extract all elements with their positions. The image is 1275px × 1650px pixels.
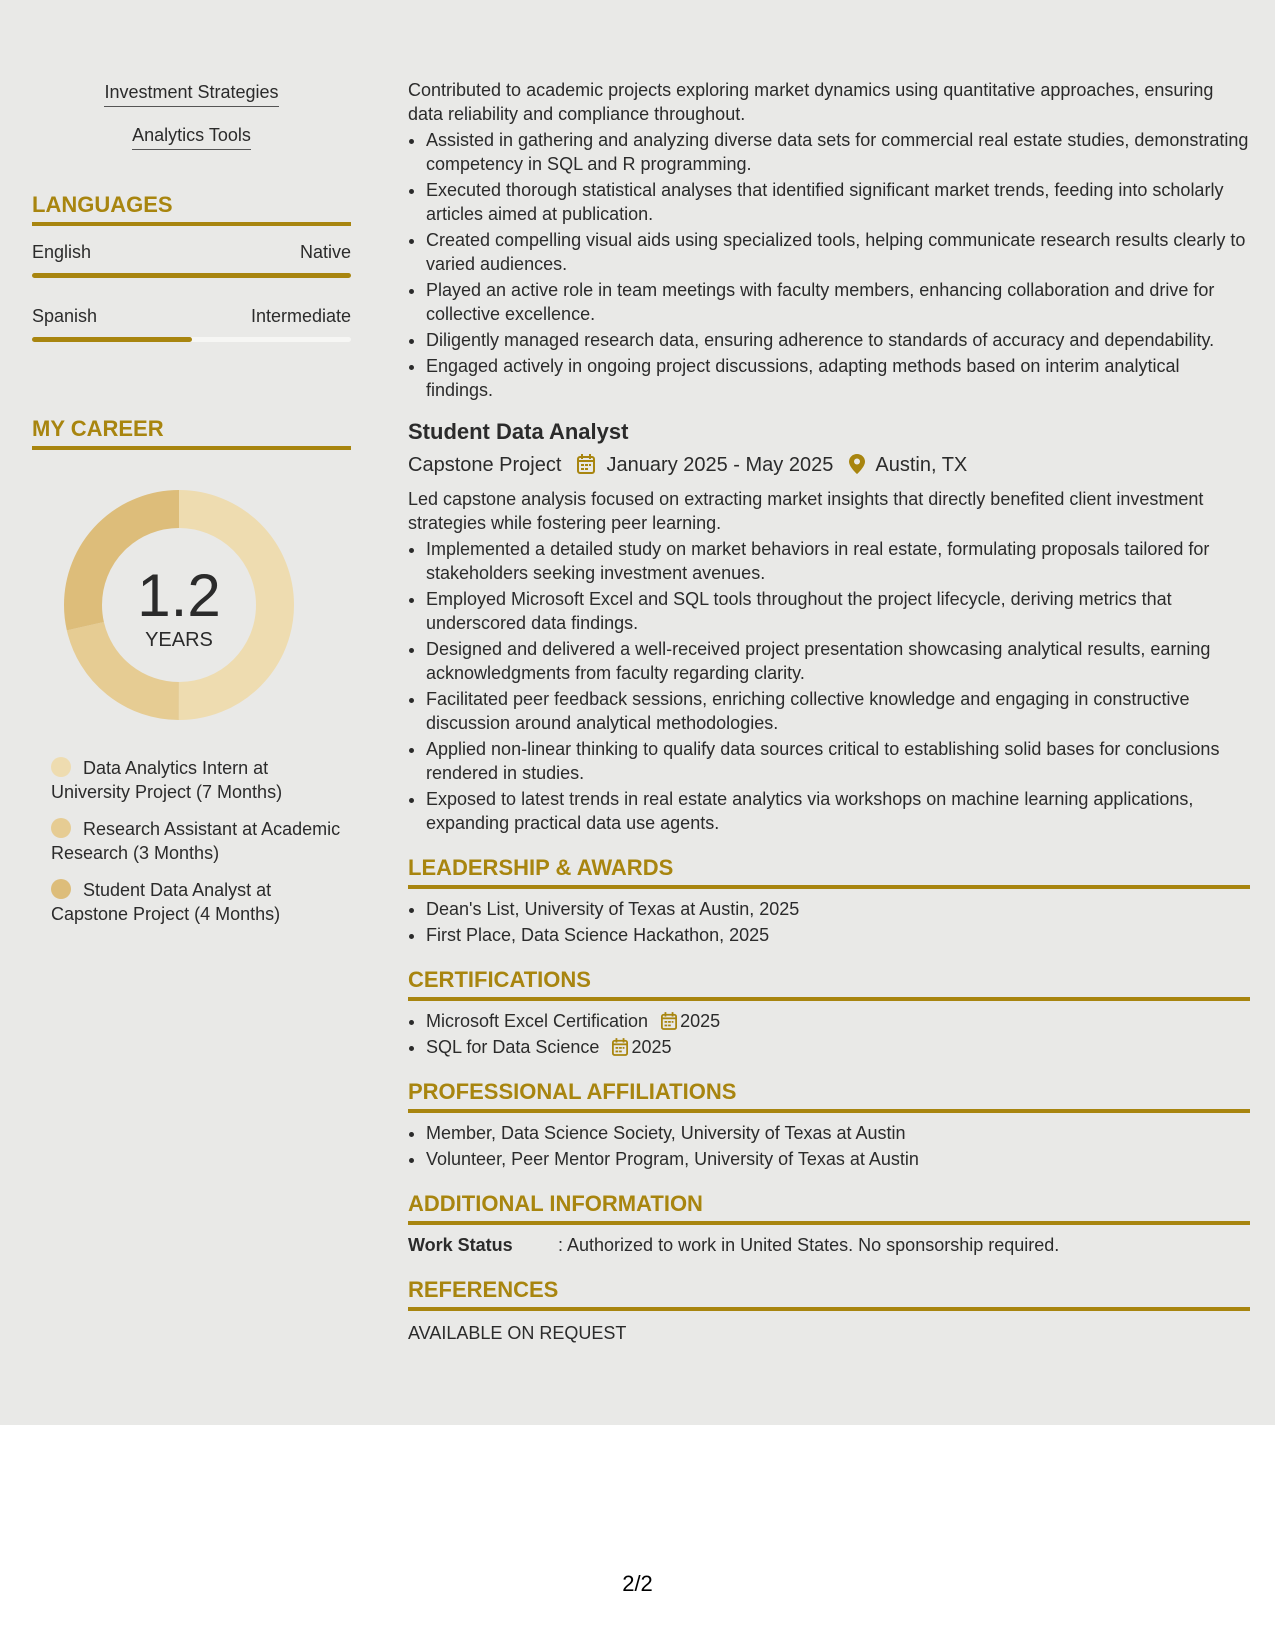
leadership-heading: LEADERSHIP & AWARDS xyxy=(408,853,1250,889)
bullet-item: • Facilitated peer feedback sessions, enriching collective knowledge and engaging in constructive discussion around analytical methodologies. xyxy=(426,687,1250,735)
job-company: Capstone Project xyxy=(408,454,562,476)
calendar-icon xyxy=(612,1038,628,1056)
bullet-item: • Created compelling visual aids using specialized tools, helping communicate research results clearly to varied audiences. xyxy=(426,228,1250,276)
career-unit: YEARS xyxy=(145,629,213,651)
legend-dot-icon xyxy=(51,818,71,838)
language-english xyxy=(32,240,351,278)
leadership-list xyxy=(408,897,1250,947)
work-status-label: Work Status xyxy=(408,1235,513,1255)
interest-item: Analytics Tools xyxy=(32,123,351,150)
languages-heading: LANGUAGES xyxy=(32,190,351,226)
job-location: Austin, TX xyxy=(875,454,968,476)
page-number: 2/2 xyxy=(622,1571,653,1596)
bullet-item: • Implemented a detailed study on market behaviors in real estate, formulating proposals tailored for stakeholders seeking investment avenues. xyxy=(426,537,1250,585)
affiliations-heading: PROFESSIONAL AFFILIATIONS xyxy=(408,1077,1250,1113)
job-summary: Led capstone analysis focused on extracting market insights that directly benefited client investment strategies while fostering peer learning. xyxy=(408,489,1204,533)
language-bar xyxy=(32,337,351,342)
prev-job-summary: Contributed to academic projects exploring market dynamics using quantitative approaches, ensuring data reliability and compliance throughout. xyxy=(408,80,1214,124)
bullet-item: • Exposed to latest trends in real estate analytics via workshops on machine learning applications, expanding practical data use agents. xyxy=(426,787,1250,835)
career-total: 1.2 xyxy=(137,562,221,629)
certification-item: • Microsoft Excel Certification 2025 xyxy=(426,1009,1250,1033)
job-meta xyxy=(408,452,1250,481)
affiliation-item: • Member, Data Science Society, University of Texas at Austin xyxy=(426,1121,1250,1145)
career-donut xyxy=(64,490,294,720)
legend-dot-icon xyxy=(51,757,71,777)
certifications-list xyxy=(408,1009,1250,1059)
certification-year: 2025 xyxy=(612,1037,671,1057)
bullet-item: • Applied non-linear thinking to qualify data sources critical to establishing solid bases for conclusions rendered in studies. xyxy=(426,737,1250,785)
career-legend xyxy=(51,756,351,926)
certification-item: • SQL for Data Science 2025 xyxy=(426,1035,1250,1059)
language-bar xyxy=(32,273,351,278)
work-status-value: : Authorized to work in United States. No sponsorship required. xyxy=(558,1235,1060,1255)
bullet-item: • Executed thorough statistical analyses that identified significant market trends, feeding into scholarly articles aimed at publication. xyxy=(426,178,1250,226)
legend-item: Student Data Analyst at Capstone Project (4 Months) xyxy=(51,880,281,924)
job-bullets xyxy=(408,537,1250,835)
legend-item: Data Analytics Intern at University Project (7 Months) xyxy=(51,758,283,802)
right-column xyxy=(408,78,1250,1345)
bullet-item: • Played an active role in team meetings with faculty members, enhancing collaboration and drive for collective excellence. xyxy=(426,278,1250,326)
language-level: Native xyxy=(299,242,351,262)
calendar-icon xyxy=(577,454,595,481)
bullet-item: • Diligently managed research data, ensuring adherence to standards of accuracy and dependability. xyxy=(426,328,1250,352)
language-bar-fill xyxy=(32,337,192,342)
certifications-heading: CERTIFICATIONS xyxy=(408,965,1250,1001)
additional-info-heading: ADDITIONAL INFORMATION xyxy=(408,1189,1250,1225)
bullet-item: • Assisted in gathering and analyzing diverse data sets for commercial real estate studies, demonstrating competency in SQL and R programming. xyxy=(426,128,1250,176)
affiliations-list xyxy=(408,1121,1250,1171)
affiliation-item: • Volunteer, Peer Mentor Program, University of Texas at Austin xyxy=(426,1147,1250,1171)
language-bar-fill xyxy=(32,273,351,278)
work-status-row xyxy=(408,1233,1250,1257)
legend-item: Research Assistant at Academic Research (3 Months) xyxy=(51,819,341,863)
bullet-item: • Employed Microsoft Excel and SQL tools throughout the project lifecycle, deriving metrics that underscored data findings. xyxy=(426,587,1250,635)
bullet-item: • Designed and delivered a well-received project presentation showcasing analytical results, earning acknowledgments from faculty regarding clarity. xyxy=(426,637,1250,685)
calendar-icon xyxy=(661,1012,677,1030)
references-heading: REFERENCES xyxy=(408,1275,1250,1311)
legend-dot-icon xyxy=(51,879,71,899)
left-column xyxy=(32,80,351,939)
language-name: Spanish xyxy=(32,306,98,326)
job-title: Student Data Analyst xyxy=(408,419,629,444)
bullet-item: • Engaged actively in ongoing project discussions, adapting methods based on interim analytical findings. xyxy=(426,354,1250,402)
prev-job-bullets xyxy=(408,128,1250,402)
location-pin-icon xyxy=(849,454,865,481)
language-level: Intermediate xyxy=(250,306,351,326)
career-heading: MY CAREER xyxy=(32,414,351,450)
award-item: • Dean's List, University of Texas at Austin, 2025 xyxy=(426,897,1250,921)
language-spanish xyxy=(32,304,351,342)
award-item: • First Place, Data Science Hackathon, 2025 xyxy=(426,923,1250,947)
interest-item: Investment Strategies xyxy=(32,80,351,107)
certification-year: 2025 xyxy=(661,1011,720,1031)
references-text: AVAILABLE ON REQUEST xyxy=(408,1323,627,1343)
job-dates: January 2025 - May 2025 xyxy=(606,454,834,476)
language-name: English xyxy=(32,242,92,262)
